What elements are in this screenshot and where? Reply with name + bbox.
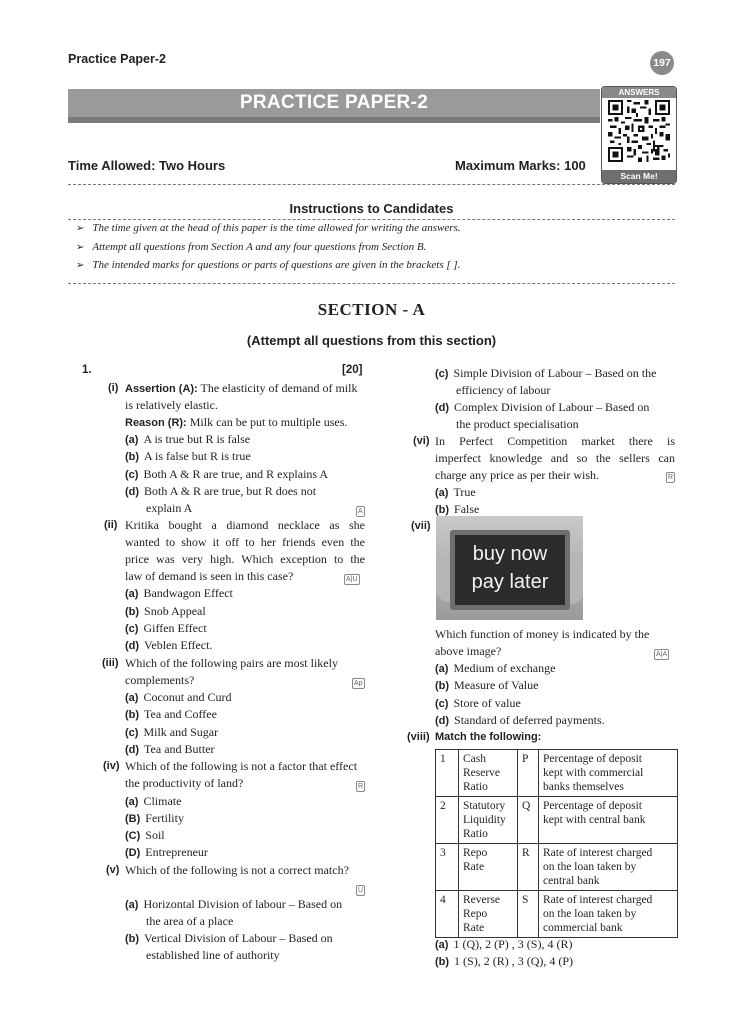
cognitive-level-tag: R [358,782,364,790]
option-c: (C) Soil [125,828,165,842]
question-line: wanted to show it off to her friends even the [125,535,365,549]
image-text-line: buy now [472,543,548,565]
option-a-cont: the area of a place [146,914,234,928]
sub-question-number: (vii) [411,520,431,532]
question-number: 1. [82,364,92,376]
question-line: Which of the following pairs are most likely [125,656,338,670]
option-a: (a) A is true but R is false [125,432,251,446]
option-d: (d) Complex Division of Labour – Based on [435,400,650,414]
table-cell: 3 [436,844,459,891]
qr-code-icon[interactable] [608,100,670,162]
option-b: (b) A is false but R is true [125,449,251,463]
cognitive-level-tag: R [668,473,674,481]
question-line: Which of the following is not a correct match? [125,863,349,877]
sub-question-number: (iii) [102,657,119,669]
option-b: (b) Snob Appeal [125,604,206,618]
answers-qr-box[interactable] [601,86,677,184]
arrow-bullet-icon: ➢ [76,260,85,271]
table-cell: S [518,891,539,938]
table-row [436,891,678,938]
reason-line: Reason (R): Milk can be put to multiple uses. [125,415,348,429]
option-a: (a) Coconut and Curd [125,690,232,704]
option-d: (d) Standard of deferred payments. [435,713,605,727]
arrow-bullet-icon: ➢ [76,242,85,253]
question-line: imperfect knowledge and so the sellers can [435,451,675,465]
option-d-cont: the product specialisation [456,417,579,431]
question-line: Which function of money is indicated by the [435,627,650,641]
table-row [436,844,678,891]
maximum-marks: Maximum Marks: 100 [455,158,586,173]
option-d: (D) Entrepreneur [125,845,208,859]
divider [68,219,675,220]
question-line: Which of the following is not a factor that effect [125,759,358,773]
sub-question-number: (vi) [413,435,430,447]
table-cell: Rate of interest charged on the loan taken by central bank [539,844,678,891]
option-d: (d) Tea and Butter [125,742,215,756]
arrow-bullet-icon: ➢ [76,223,85,234]
instructions-title: Instructions to Candidates [289,201,454,216]
option-c: (c) Both A & R are true, and R explains A [125,467,329,481]
match-title: Match the following: [435,731,542,743]
image-text-line: pay later [471,571,549,593]
table-cell: 4 [436,891,459,938]
option-b: (B) Fertility [125,811,184,825]
question-line: Kritika bought a diamond necklace as she [125,518,365,532]
table-cell: Repo Rate [459,844,518,891]
instruction-item: ➢ Attempt all questions from Section A and any four questions from Section B. [76,241,427,253]
option-b: (b) Measure of Value [435,678,539,692]
divider [68,283,675,284]
option-b: (b) False [435,502,480,516]
time-allowed: Time Allowed: Two Hours [68,158,226,173]
option-c-cont: efficiency of labour [456,383,551,397]
option-b: (b) 1 (S), 2 (R) , 3 (Q), 4 (P) [435,954,574,968]
option-c: (c) Giffen Effect [125,621,207,635]
cognitive-level-tag: A [358,507,363,515]
cognitive-level-tag: U [358,886,364,894]
table-cell: Percentage of deposit kept with commercial banks themselves [539,750,678,797]
table-cell: 2 [436,797,459,844]
option-d: (d) Veblen Effect. [125,638,213,652]
assertion-line: Assertion (A): The elasticity of demand of milk [125,381,358,395]
sub-question-number: (iv) [103,760,120,772]
question-line: In Perfect Competition market there is [435,434,675,448]
table-cell: Cash Reserve Ratio [459,750,518,797]
match-table-wrapper [435,749,678,938]
sub-question-number: (viii) [407,731,430,743]
question-line: charge any price as per their wish. [435,468,600,482]
table-cell: R [518,844,539,891]
chalkboard-photo [436,516,583,620]
sub-question-number: (ii) [104,519,118,531]
section-title: SECTION - A [317,300,426,319]
table-cell: Rate of interest charged on the loan taken by commercial bank [539,891,678,938]
option-b: (b) Tea and Coffee [125,707,217,721]
running-title: Practice Paper-2 [68,52,166,66]
instruction-item: ➢ The time given at the head of this paper is the time allowed for writing the answers. [76,222,461,234]
buy-now-pay-later-image [436,516,583,620]
qr-bottom-label: Scan Me! [602,170,676,183]
question-marks: [20] [342,364,363,376]
divider [68,184,675,185]
table-cell: Q [518,797,539,844]
option-a: (a) Horizontal Division of labour – Based on [125,897,343,911]
paper-title-banner: PRACTICE PAPER-2 [68,89,600,117]
table-row [436,750,678,797]
cognitive-level-tag: A|U [346,575,358,583]
question-line: price was very high. Which exception to the [125,552,365,566]
option-d: (d) Both A & R are true, but R does not [125,484,317,498]
option-b-cont: established line of authority [146,948,280,962]
option-a: (a) True [435,485,476,499]
cognitive-level-tag: A|A [656,650,668,658]
table-cell: 1 [436,750,459,797]
assertion-line: is relatively elastic. [125,398,218,412]
option-a: (a) Medium of exchange [435,661,556,675]
option-a: (a) Bandwagon Effect [125,586,233,600]
option-d-cont: explain A [146,501,193,515]
question-line: law of demand is seen in this case? [125,569,294,583]
option-b: (b) Vertical Division of Labour – Based on [125,931,333,945]
sub-question-number: (i) [108,382,119,394]
table-cell: Statutory Liquidity Ratio [459,797,518,844]
qr-top-label: ANSWERS [602,87,676,98]
option-c: (c) Store of value [435,696,521,710]
table-cell: Percentage of deposit kept with central bank [539,797,678,844]
table-cell: P [518,750,539,797]
instruction-item: ➢ The intended marks for questions or parts of questions are given in the brackets [ ]. [76,259,461,271]
option-c: (c) Milk and Sugar [125,725,219,739]
option-c: (c) Simple Division of Labour – Based on the [435,366,657,380]
option-a: (a) 1 (Q), 2 (P) , 3 (S), 4 (R) [435,937,573,951]
question-line: complements? [125,673,195,687]
table-row [436,797,678,844]
question-line: the productivity of land? [125,776,244,790]
option-a: (a) Climate [125,794,182,808]
match-table [435,749,678,938]
page-number: 197 [650,51,674,75]
section-subtitle: (Attempt all questions from this section) [246,333,497,348]
cognitive-level-tag: Ap [354,679,363,687]
table-cell: Reverse Repo Rate [459,891,518,938]
question-line: above image? [435,644,502,658]
banner-underline [68,117,600,123]
sub-question-number: (v) [106,864,120,876]
